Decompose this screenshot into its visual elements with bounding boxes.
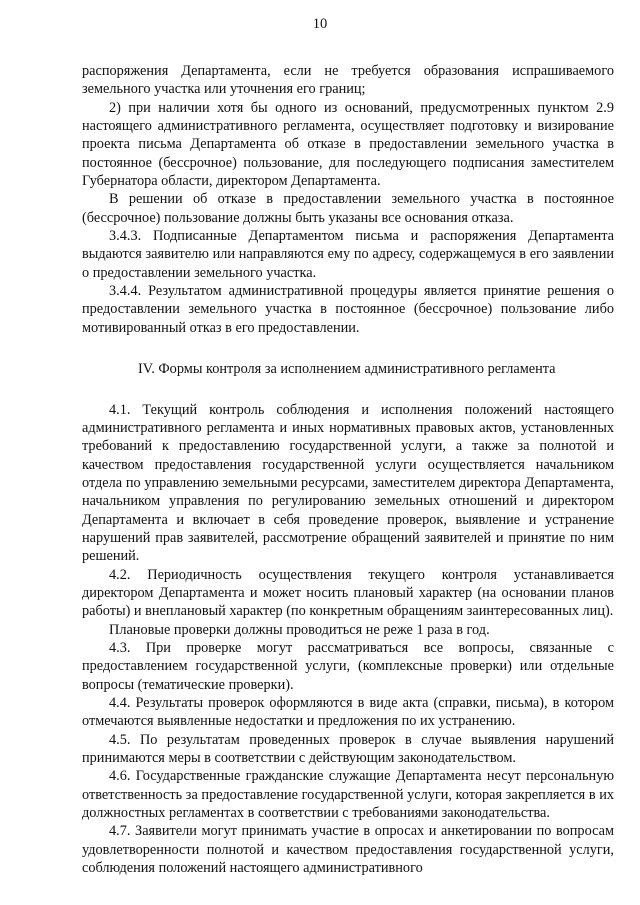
paragraph-4-3: 4.3. При проверке могут рассматриваться все вопросы, связанные с предоставлением государственной услуги, (комплексные проверки) или отдельные вопросы (тематические проверки). (82, 639, 614, 693)
paragraph-4-6: 4.6. Государственные гражданские служащие Департамента несут персональную ответственность за предоставление государственной услуги, которая закрепляется в их должностных регламентах в соответствии с требованиями законодательства. (82, 768, 614, 822)
paragraph-3-4-3: 3.4.3. Подписанные Департаментом письма и распоряжения Департамента выдаются заявителю или направляются ему по адресу, содержащемуся в его заявлении о предоставлении земельного участка. (82, 228, 614, 281)
paragraph-continuation: распоряжения Департамента, если не требуется образования испрашиваемого земельного участка или уточнения его границ; (82, 63, 614, 98)
paragraph-4-2: 4.2. Периодичность осуществления текущего контроля устанавливается директором Департамента и может носить плановый характер (на основании планов работы) и внеплановый характер (по конкретным обращениям заинтересованных лиц). (82, 566, 614, 620)
paragraph-4-4: 4.4. Результаты проверок оформляются в виде акта (справки, письма), в котором отмечаются выявленные недостатки и предложения по их устранению. (82, 695, 614, 730)
paragraph-refusal-grounds: В решении об отказе в предоставлении земельного участка в постоянное (бессрочное) пользование должны быть указаны все основания отказа. (82, 191, 614, 226)
paragraph-planned-checks: Плановые проверки должны проводиться не реже 1 раза в год. (109, 621, 490, 638)
paragraph-4-7: 4.7. Заявители могут принимать участие в опросах и анкетировании по вопросам удовлетворенности полнотой и качеством предоставления государственной услуги, соблюдения положений настоящего административного (82, 823, 614, 877)
paragraph-4-5: 4.5. По результатам проведенных проверок в случае выявления нарушений принимаются меры в соответствии с действующим законодательством. (82, 731, 614, 767)
paragraph-4-1: 4.1. Текущий контроль соблюдения и исполнения положений настоящего административного регламента и иных нормативных правовых актов, установленных требований к предоставлению государственной услуги, а также за полнотой и качеством предоставления государственной услуги осуществляется начальником отдела по управлению земельными ресурсами, заместителем директора Департамента, начальником управления по регулированию земельных отношений и директором Департамента и включает в себя проведение проверок, выявление и устранение нарушений прав заявителей, рассмотрение обращений заявителей и принятие по ним решений. (82, 401, 614, 565)
page-number: 10 (312, 16, 328, 32)
section-heading: IV. Формы контроля за исполнением административного регламента (138, 361, 556, 378)
paragraph-3-4-4: 3.4.4. Результатом административной процедуры является принятие решения о предоставлении земельного участка в постоянное (бессрочное) пользование либо мотивированный отказ в его предоставлении. (82, 283, 614, 336)
document-body (82, 62, 614, 877)
paragraph-item-2: 2) при наличии хотя бы одного из оснований, предусмотренных пунктом 2.9 настоящего административного регламента, осуществляет подготовку и визирование проекта письма Департамента об отказе в предоставлении земельного участка в постоянное (бессрочное) пользование, для последующего подписания заместителем Губернатора области, директором Департамента. (82, 99, 614, 190)
